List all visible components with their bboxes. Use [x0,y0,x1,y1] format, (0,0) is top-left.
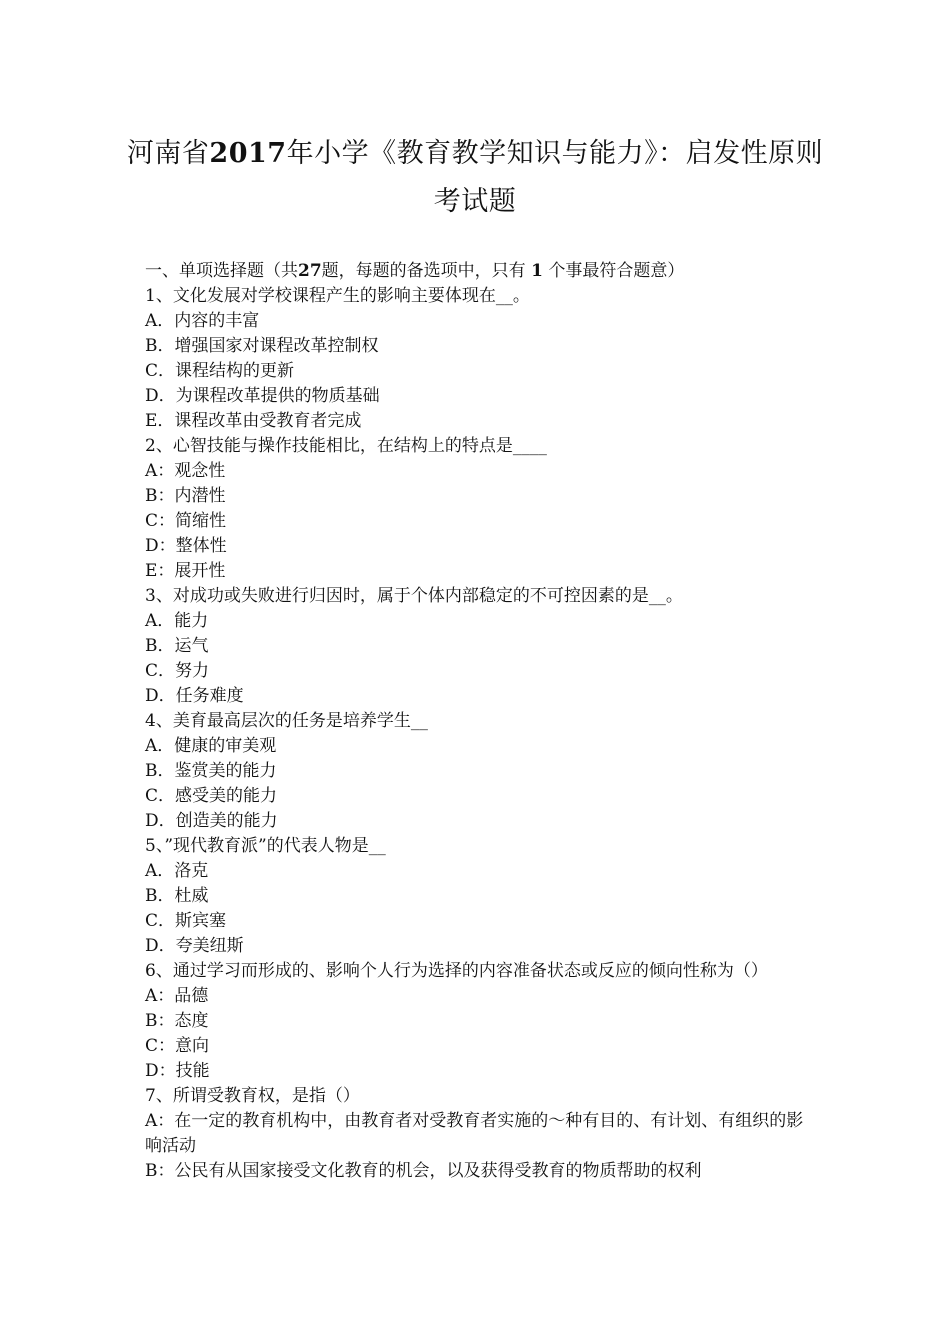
answer-option: A．内容的丰富 [145,311,260,331]
answer-option: B：内潜性 [145,486,226,506]
title-year: 2017 [209,138,287,169]
answer-option: A：观念性 [145,461,226,481]
section-header-middle: 题，每题的备选项中，只有 [321,261,526,281]
section-header-suffix: 个事最符合题意） [548,261,685,281]
answer-option: C：意向 [145,1036,210,1056]
answer-option: C．课程结构的更新 [145,361,295,381]
title-suffix: 年小学《教育教学知识与能力》：启发性原则 [286,138,824,169]
section-answer-count: 1 [531,261,543,281]
answer-option: C：简缩性 [145,511,227,531]
answer-option: A：品德 [145,986,209,1006]
question-stem: 4、美育最高层次的任务是培养学生__ [145,711,428,731]
document-title-line-2: 考试题 [433,186,517,217]
answer-option: A．健康的审美观 [145,736,277,756]
answer-option: D．任务难度 [145,686,244,706]
section-question-count: 27 [298,261,322,281]
answer-option: A．洛克 [145,861,209,881]
answer-option: B：态度 [145,1011,209,1031]
question-stem: 7、所谓受教育权，是指（） [145,1086,360,1106]
answer-option: D：整体性 [145,536,227,556]
question-stem: 2、心智技能与操作技能相比，在结构上的特点是____ [145,436,547,456]
answer-option: A：在一定的教育机构中，由教育者对受教育者实施的～种有目的、有计划、有组织的影响活动 [145,1111,804,1156]
question-list [145,259,815,1184]
answer-option: E：展开性 [145,561,226,581]
question-stem: 6、通过学习而形成的、影响个人行为选择的内容准备状态或反应的倾向性称为（） [145,961,768,981]
question-stem: 5、”现代教育派”的代表人物是__ [145,836,386,856]
answer-option: A．能力 [145,611,209,631]
answer-option: E．课程改革由受教育者完成 [145,411,362,431]
answer-option: D：技能 [145,1061,210,1081]
answer-option: D．为课程改革提供的物质基础 [145,386,380,406]
answer-option: B．增强国家对课程改革控制权 [145,336,379,356]
answer-option: B：公民有从国家接受文化教育的机会，以及获得受教育的物质帮助的权利 [145,1161,702,1181]
document-title-line-1 [90,134,860,174]
question-stem: 1、文化发展对学校课程产生的影响主要体现在__。 [145,286,530,306]
answer-option: B．杜威 [145,886,209,906]
section-header-prefix: 一、单项选择题（共 [145,261,298,281]
answer-option: C．努力 [145,661,210,681]
section-header [145,259,815,284]
answer-option: C．感受美的能力 [145,786,278,806]
answer-option: D．创造美的能力 [145,811,278,831]
answer-option: C．斯宾塞 [145,911,227,931]
question-stem: 3、对成功或失败进行归因时，属于个体内部稳定的不可控因素的是__。 [145,586,683,606]
answer-option: B．运气 [145,636,209,656]
title-prefix: 河南省 [126,138,210,169]
answer-option: B．鉴赏美的能力 [145,761,277,781]
answer-option: D．夸美纽斯 [145,936,244,956]
